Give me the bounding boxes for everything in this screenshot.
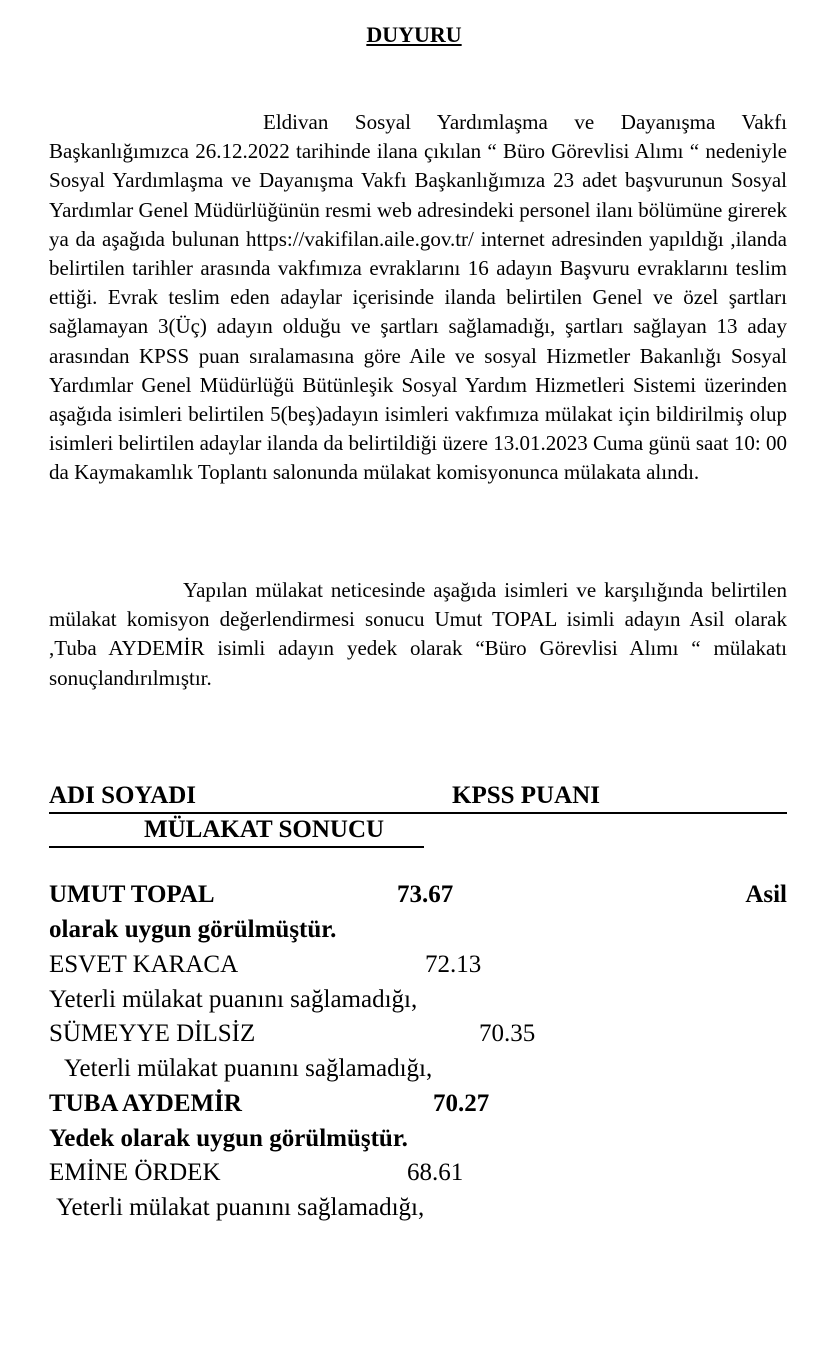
candidate-score: 70.27	[433, 1090, 490, 1117]
header-result: MÜLAKAT SONUCU	[144, 816, 385, 843]
document-title: DUYURU	[366, 22, 462, 47]
candidate-score: 72.13	[425, 951, 482, 978]
candidate-result-head: Asil	[745, 881, 787, 908]
candidate-name: SÜMEYYE DİLSİZ	[49, 1020, 256, 1047]
header-name: ADI SOYADI	[49, 782, 197, 809]
candidate-name: UMUT TOPAL	[49, 881, 215, 908]
candidate-name: TUBA AYDEMİR	[49, 1090, 242, 1117]
candidate-name: EMİNE ÖRDEK	[49, 1159, 221, 1186]
announcement-paragraph-1: Eldivan Sosyal Yardımlaşma ve Dayanışma Vakfı Başkanlığımızca 26.12.2022 tarihinde ilana çıkılan “ Büro Görevlisi Alımı “ nedeniyle Sosyal Yardımlaşma ve Dayanışma Vakfı Başkanlığımıza 23 adet başvurunun Sosyal Yardımlar Genel Müdürlüğünün resmi web adresindeki personel ilanı bölümüne girerek ya da aşağıda bulunan https://vakifilan.aile.gov.tr/ internet adresinden yapıldığı ,ilanda belirtilen tarihler arasında vakfımıza evraklarını 16 adayın Başvuru evraklarını teslim ettiği. Evrak teslim eden adaylar içerisinde ilanda belirtilen Genel ve özel şartları sağlamayan 3(Üç) adayın olduğu ve şartları sağlamadığı, şartları sağlayan 13 aday arasından KPSS puan sıralamasına göre Aile ve sosyal Hizmetler Bakanlığı Sosyal Yardımlar Genel Müdürlüğü Bütünleşik Sosyal Yardım Hizmetleri Sistemi üzerinden aşağıda isimleri belirtilen 5(beş)adayın isimleri vakfımıza mülakat için bildirilmiş olup isimleri belirtilen adaylar ilanda da belirtildiği üzere 13.01.2023 Cuma günü saat 10: 00 da Kaymakamlık Toplantı salonunda mülakat komisyonunca mülakata alındı.	[49, 110, 787, 485]
candidate-score: 68.61	[407, 1159, 464, 1186]
candidate-result: Yedek olarak uygun görülmüştür.	[49, 1125, 408, 1152]
header-score: KPSS PUANI	[452, 782, 600, 809]
candidate-result: Yeterli mülakat puanını sağlamadığı,	[64, 1055, 433, 1082]
announcement-paragraph-2: Yapılan mülakat neticesinde aşağıda isimleri ve karşılığında belirtilen mülakat komisyon değerlendirmesi sonucu Umut TOPAL isimli adayın Asil olarak ,Tuba AYDEMİR isimli adayın yedek olarak “Büro Görevlisi Alımı “ mülakatı sonuçlandırılmıştır.	[49, 578, 787, 690]
candidate-score: 70.35	[479, 1020, 536, 1047]
candidate-result: olarak uygun görülmüştür.	[49, 916, 337, 943]
candidate-score: 73.67	[397, 881, 454, 908]
candidate-name: ESVET KARACA	[49, 951, 239, 978]
results-table-header-result	[49, 814, 424, 848]
candidate-result: Yeterli mülakat puanını sağlamadığı,	[49, 986, 418, 1013]
candidate-result: Yeterli mülakat puanını sağlamadığı,	[56, 1194, 425, 1221]
results-table-header	[49, 780, 787, 814]
